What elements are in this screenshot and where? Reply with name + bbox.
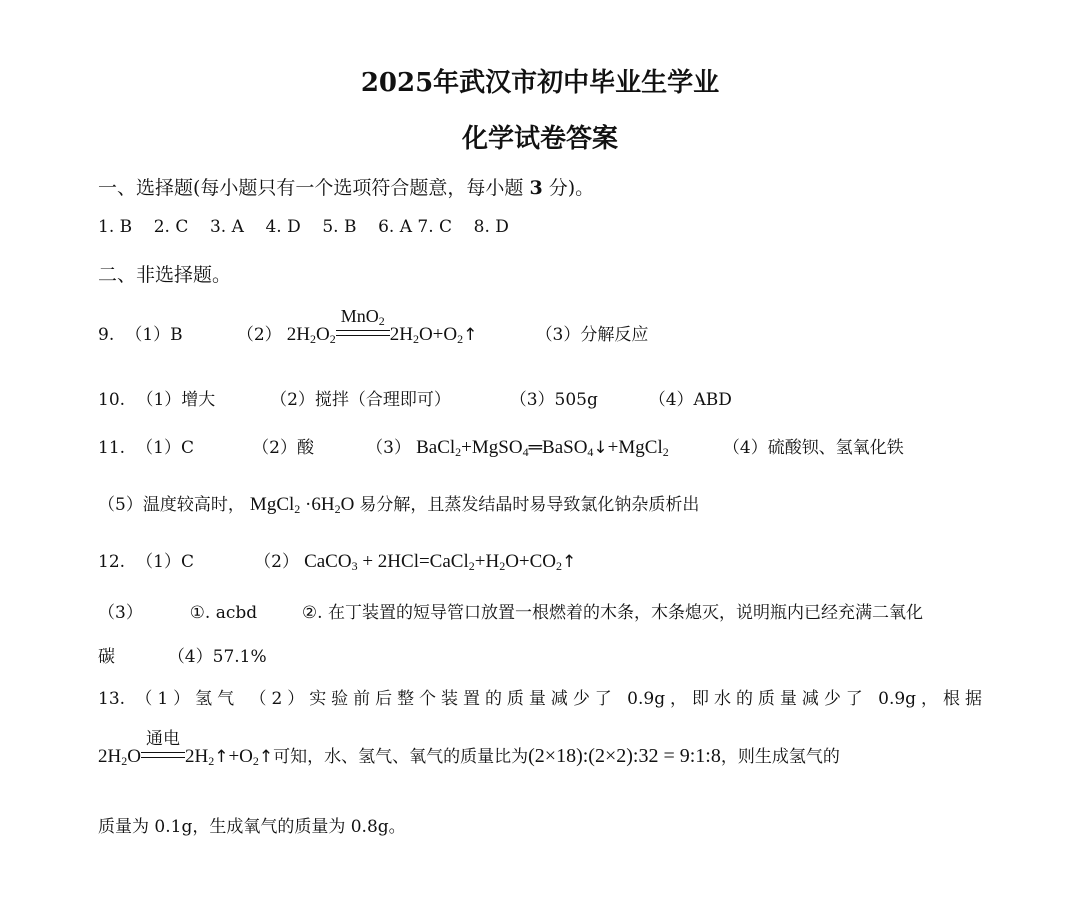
gas-arrow-icon: ↑	[562, 552, 577, 572]
gas-arrow-icon: ↑	[214, 747, 229, 767]
q11-hydrate-formula: MgCl$_2$ $\cdot 6H_2O$	[249, 494, 355, 516]
q11-number: 11.	[98, 438, 126, 458]
q10-part2: （2）搅拌（合理即可）	[270, 390, 451, 410]
q9-part1: （1）B	[125, 325, 183, 345]
section-2-heading: 二、非选择题。	[98, 264, 232, 286]
electrolysis-condition: 通电	[141, 746, 185, 768]
catalyst-condition: MnO$_2$	[336, 324, 390, 346]
q12-equation: CaCO$_3$ + $2HCl=CaCl_2+H_2O+CO_2↑$	[304, 551, 577, 573]
q13-part1: （1）氢气	[135, 689, 240, 709]
q13-equation: $2H_2O$ 通电 $2H_2↑+O_2↑$	[98, 729, 274, 768]
question-13-conclusion: 质量为 0.1g，生成氧气的质量为 0.8g。	[98, 817, 406, 837]
q12-part3-a: ①. acbd	[189, 603, 258, 623]
q9-equation: $2H_2O_2$ MnO$_2$ $2H_2O+O_2↑$	[286, 306, 478, 346]
q12-part4: （4）57.1%	[167, 647, 267, 667]
q10-number: 10.	[98, 390, 126, 410]
question-11-part5: （5）温度较高时， MgCl$_2$ $\cdot 6H_2O$ 易分解，且蒸发结晶时易导致氯化钠杂质析出	[98, 494, 700, 516]
q11-equation: BaCl$_2$+MgSO$_4$═BaSO$_4$↓+MgCl$_2$	[416, 437, 669, 459]
question-11	[98, 433, 904, 459]
question-10	[98, 385, 732, 410]
question-12	[98, 547, 576, 573]
q11-part2: （2）酸	[252, 438, 314, 458]
q9-number: 9.	[98, 325, 115, 345]
q10-part4: （4）ABD	[648, 390, 732, 410]
question-12-part3-cont: 碳 （4）57.1%	[98, 647, 267, 667]
choice-answers: 1. B 2. C 3. A 4. D 5. B 6. A 7. C 8. D	[98, 217, 509, 237]
precipitate-arrow-icon: ↓	[593, 438, 608, 458]
q11-part4: （4）硫酸钡、氢氧化铁	[722, 438, 904, 458]
q13-part2: （2）实验前后整个装置的质量减少了 0.9g，即水的质量减少了 0.9g，根据	[249, 689, 982, 709]
question-9	[98, 306, 649, 346]
q12-part1: （1）C	[136, 552, 194, 572]
q12-part2-label: （2）	[254, 552, 299, 572]
q9-part3: （3）分解反应	[535, 325, 649, 345]
question-13-equation-line: $2H_2O$ 通电 $2H_2↑+O_2↑$可知，水、氢气、氧气的质量比为(2×18):(2×2):32 = 9:1:8，则生成氢气的	[98, 729, 840, 768]
q12-part3-b: ②. 在丁装置的短导管口放置一根燃着的木条，木条熄灭，说明瓶内已经充满二氧化	[301, 603, 923, 623]
q11-part3-label: （3）	[366, 438, 411, 458]
q12-number: 12.	[98, 552, 126, 572]
q10-part3: （3）505g	[509, 390, 598, 410]
mass-ratio: (2×18):(2×2):32 = 9:1:8	[528, 745, 721, 767]
page-subtitle: 化学试卷答案	[461, 124, 618, 154]
q13-number: 13.	[98, 689, 126, 709]
q10-part1: （1）增大	[136, 390, 216, 410]
gas-arrow-icon: ↑	[463, 325, 478, 345]
q9-part2-label: （2）	[236, 325, 282, 345]
question-12-part3: （3） ①. acbd ②. 在丁装置的短导管口放置一根燃着的木条，木条熄灭，说明瓶内已经充满二氧化	[98, 603, 923, 623]
section-1-heading: 一、选择题(每小题只有一个选项符合题意，每小题 3 分)。	[98, 177, 595, 199]
gas-arrow-icon: ↑	[258, 747, 274, 767]
page-title: 2025年武汉市初中毕业生学业	[360, 68, 720, 98]
question-13	[98, 684, 982, 709]
q11-part1: （1）C	[136, 438, 194, 458]
